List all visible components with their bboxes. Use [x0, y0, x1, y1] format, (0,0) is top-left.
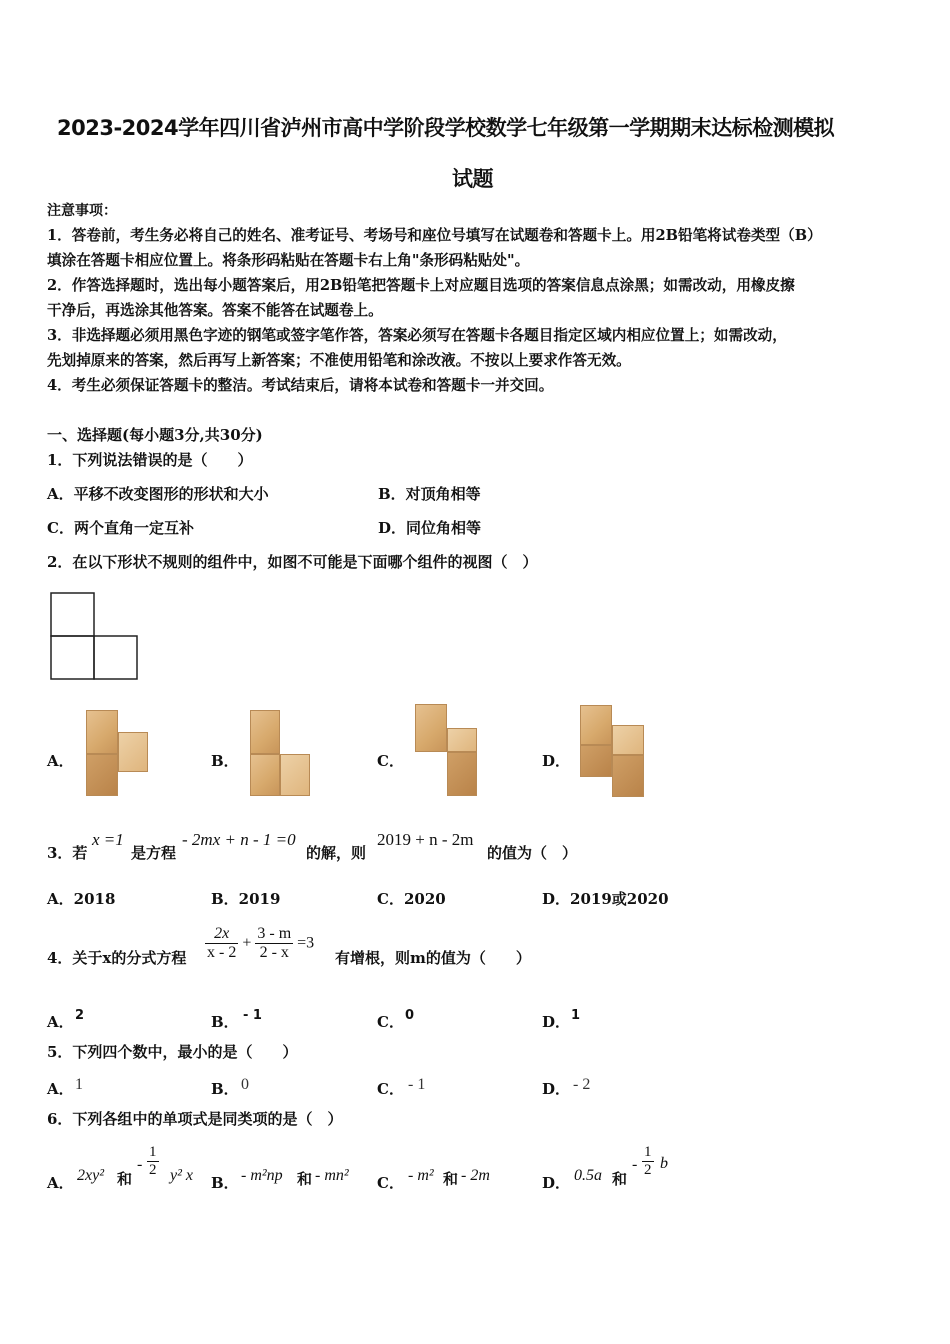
q6-a-fraction-denominator: 2 [149, 1162, 157, 1178]
q2-option-a-label: A． [47, 752, 74, 770]
q4-equation [205, 925, 314, 962]
q3-math-x: x =1 [92, 830, 124, 849]
notice-line: 先划掉原来的答案，然后再写上新答案；不准使用铅笔和涂改液。不按以上要求作答无效。 [47, 352, 631, 369]
q4-plus-sign: + [242, 934, 252, 952]
q6-option-b-and: 和 [297, 1170, 313, 1188]
question-2-stem: 2．在以下形状不规则的组件中，如图不可能是下面哪个组件的视图（ ） [47, 553, 538, 571]
q6-d-fraction-numerator: 1 [644, 1144, 652, 1160]
q5-option-a-value: 1 [75, 1076, 83, 1093]
q6-option-c-term2: - 2m [461, 1167, 490, 1184]
notice-line: 2．作答选择题时，选出每小题答案后，用2B铅笔把答题卡上对应题目选项的答案信息点涂黑；如需改动，用橡皮擦 [47, 277, 795, 294]
page-title: 2023-2024学年四川省泸州市高中学阶段学校数学七年级第一学期期末达标检测模拟 [57, 116, 835, 140]
q5-option-a-label: A． [47, 1080, 74, 1098]
q6-option-d-fraction [642, 1144, 654, 1179]
question-1-stem: 1．下列说法错误的是（ ） [47, 451, 253, 469]
q6-option-d-term1: 0.5a [574, 1167, 602, 1184]
question-5-stem: 5．下列四个数中，最小的是（ ） [47, 1043, 298, 1061]
q4-equals: =3 [297, 934, 315, 952]
q4-fraction-2-numerator: 3 - m [257, 925, 292, 942]
q6-option-c-term1: - m² [408, 1167, 434, 1184]
question-4-text: 有增根，则m的值为（ ） [335, 949, 531, 967]
q6-option-d-label: D． [542, 1174, 571, 1192]
q5-option-d-value: - 2 [573, 1076, 591, 1093]
q4-fraction-1-denominator: x - 2 [207, 944, 237, 961]
q5-option-c-value: - 1 [408, 1076, 426, 1093]
q6-option-b-term1: - m²np [241, 1167, 283, 1184]
q4-fraction-1-numerator: 2x [205, 925, 238, 944]
notice-line: 3．非选择题必须用黑色字迹的钢笔或签字笔作答，答案必须写在答题卡各题目指定区域内相应位置上；如需改动， [47, 327, 787, 344]
q2-option-c-label: C． [377, 752, 404, 770]
q6-option-b-term2: - mn² [315, 1167, 349, 1184]
q2-option-b-label: B． [211, 752, 239, 770]
q1-option-b: B．对顶角相等 [378, 485, 481, 503]
q3-math-expression: 2019 + n - 2m [377, 830, 474, 849]
q6-option-a-label: A． [47, 1174, 74, 1192]
notice-line: 干净后，再选涂其他答案。答案不能答在试题卷上。 [47, 302, 383, 319]
q3-math-equation: - 2mx + n - 1 =0 [182, 830, 296, 849]
question-3-text: 是方程 [131, 844, 177, 862]
question-3-text: 的值为（ ） [487, 844, 578, 862]
question-6-stem: 6．下列各组中的单项式是同类项的是（ ） [47, 1110, 343, 1128]
cube-component-b [248, 708, 312, 800]
q1-option-c: C．两个直角一定互补 [47, 519, 194, 537]
q5-option-b-label: B． [211, 1080, 239, 1098]
q3-option-a: A．2018 [47, 890, 116, 908]
q6-option-c-and: 和 [443, 1170, 459, 1188]
cube-component-d [578, 703, 648, 799]
q6-d-fraction-denominator: 2 [644, 1162, 652, 1178]
view-figure [50, 592, 140, 682]
q2-option-d-label: D． [542, 752, 571, 770]
q4-fraction-2-denominator: 2 - x [259, 944, 289, 961]
q4-fraction-2 [255, 925, 293, 962]
q6-option-a-term1: 2xy² [77, 1167, 104, 1184]
q4-option-a-label: A． [47, 1013, 74, 1031]
q1-option-d: D．同位角相等 [378, 519, 482, 537]
q1-option-a: A．平移不改变图形的形状和大小 [47, 485, 269, 503]
notice-heading: 注意事项： [47, 203, 117, 219]
q6-option-c-label: C． [377, 1174, 404, 1192]
q4-option-b-label: B． [211, 1013, 239, 1031]
q6-option-a-term2: y² x [170, 1167, 193, 1184]
q3-option-d: D．2019或2020 [542, 890, 669, 908]
q5-option-d-label: D． [542, 1080, 571, 1098]
section-heading: 一、选择题(每小题3分,共30分) [47, 426, 263, 444]
q4-option-d-label: D． [542, 1013, 571, 1031]
q6-option-d-term2: b [660, 1155, 668, 1172]
q3-option-c: C．2020 [377, 890, 446, 908]
q6-option-b-label: B． [211, 1174, 239, 1192]
q6-option-d-minus: - [632, 1156, 638, 1173]
question-4-prefix: 4．关于x的分式方程 [47, 949, 187, 967]
q4-option-c-label: C． [377, 1013, 404, 1031]
q6-option-d-and: 和 [612, 1170, 628, 1188]
cube-component-c [413, 702, 481, 798]
q5-option-c-label: C． [377, 1080, 404, 1098]
q3-option-b: B．2019 [211, 890, 281, 908]
q5-option-b-value: 0 [241, 1076, 249, 1093]
q6-a-fraction-numerator: 1 [149, 1144, 157, 1160]
q4-option-d-value: 1 [571, 1008, 581, 1023]
page-title-line2: 试题 [452, 167, 493, 191]
q4-fraction-1 [205, 925, 238, 962]
q6-option-a-and: 和 [117, 1170, 133, 1188]
q6-option-a-fraction [147, 1144, 159, 1179]
notice-line: 1．答卷前，考生务必将自己的姓名、准考证号、考场号和座位号填写在试题卷和答题卡上。用2B铅笔将试卷类型（B） [47, 227, 822, 244]
q6-option-a-minus: - [137, 1156, 143, 1173]
question-3-prefix: 3．若 [47, 844, 88, 862]
q4-option-c-value: 0 [405, 1008, 415, 1023]
q4-option-a-value: 2 [75, 1008, 85, 1023]
notice-line: 填涂在答题卡相应位置上。将条形码粘贴在答题卡右上角"条形码粘贴处"。 [47, 252, 530, 269]
cube-component-a [83, 708, 153, 800]
q4-option-b-value: - 1 [243, 1008, 262, 1023]
notice-line: 4．考生必须保证答题卡的整洁。考试结束后，请将本试卷和答题卡一并交回。 [47, 377, 554, 394]
question-3-text: 的解，则 [306, 844, 367, 862]
